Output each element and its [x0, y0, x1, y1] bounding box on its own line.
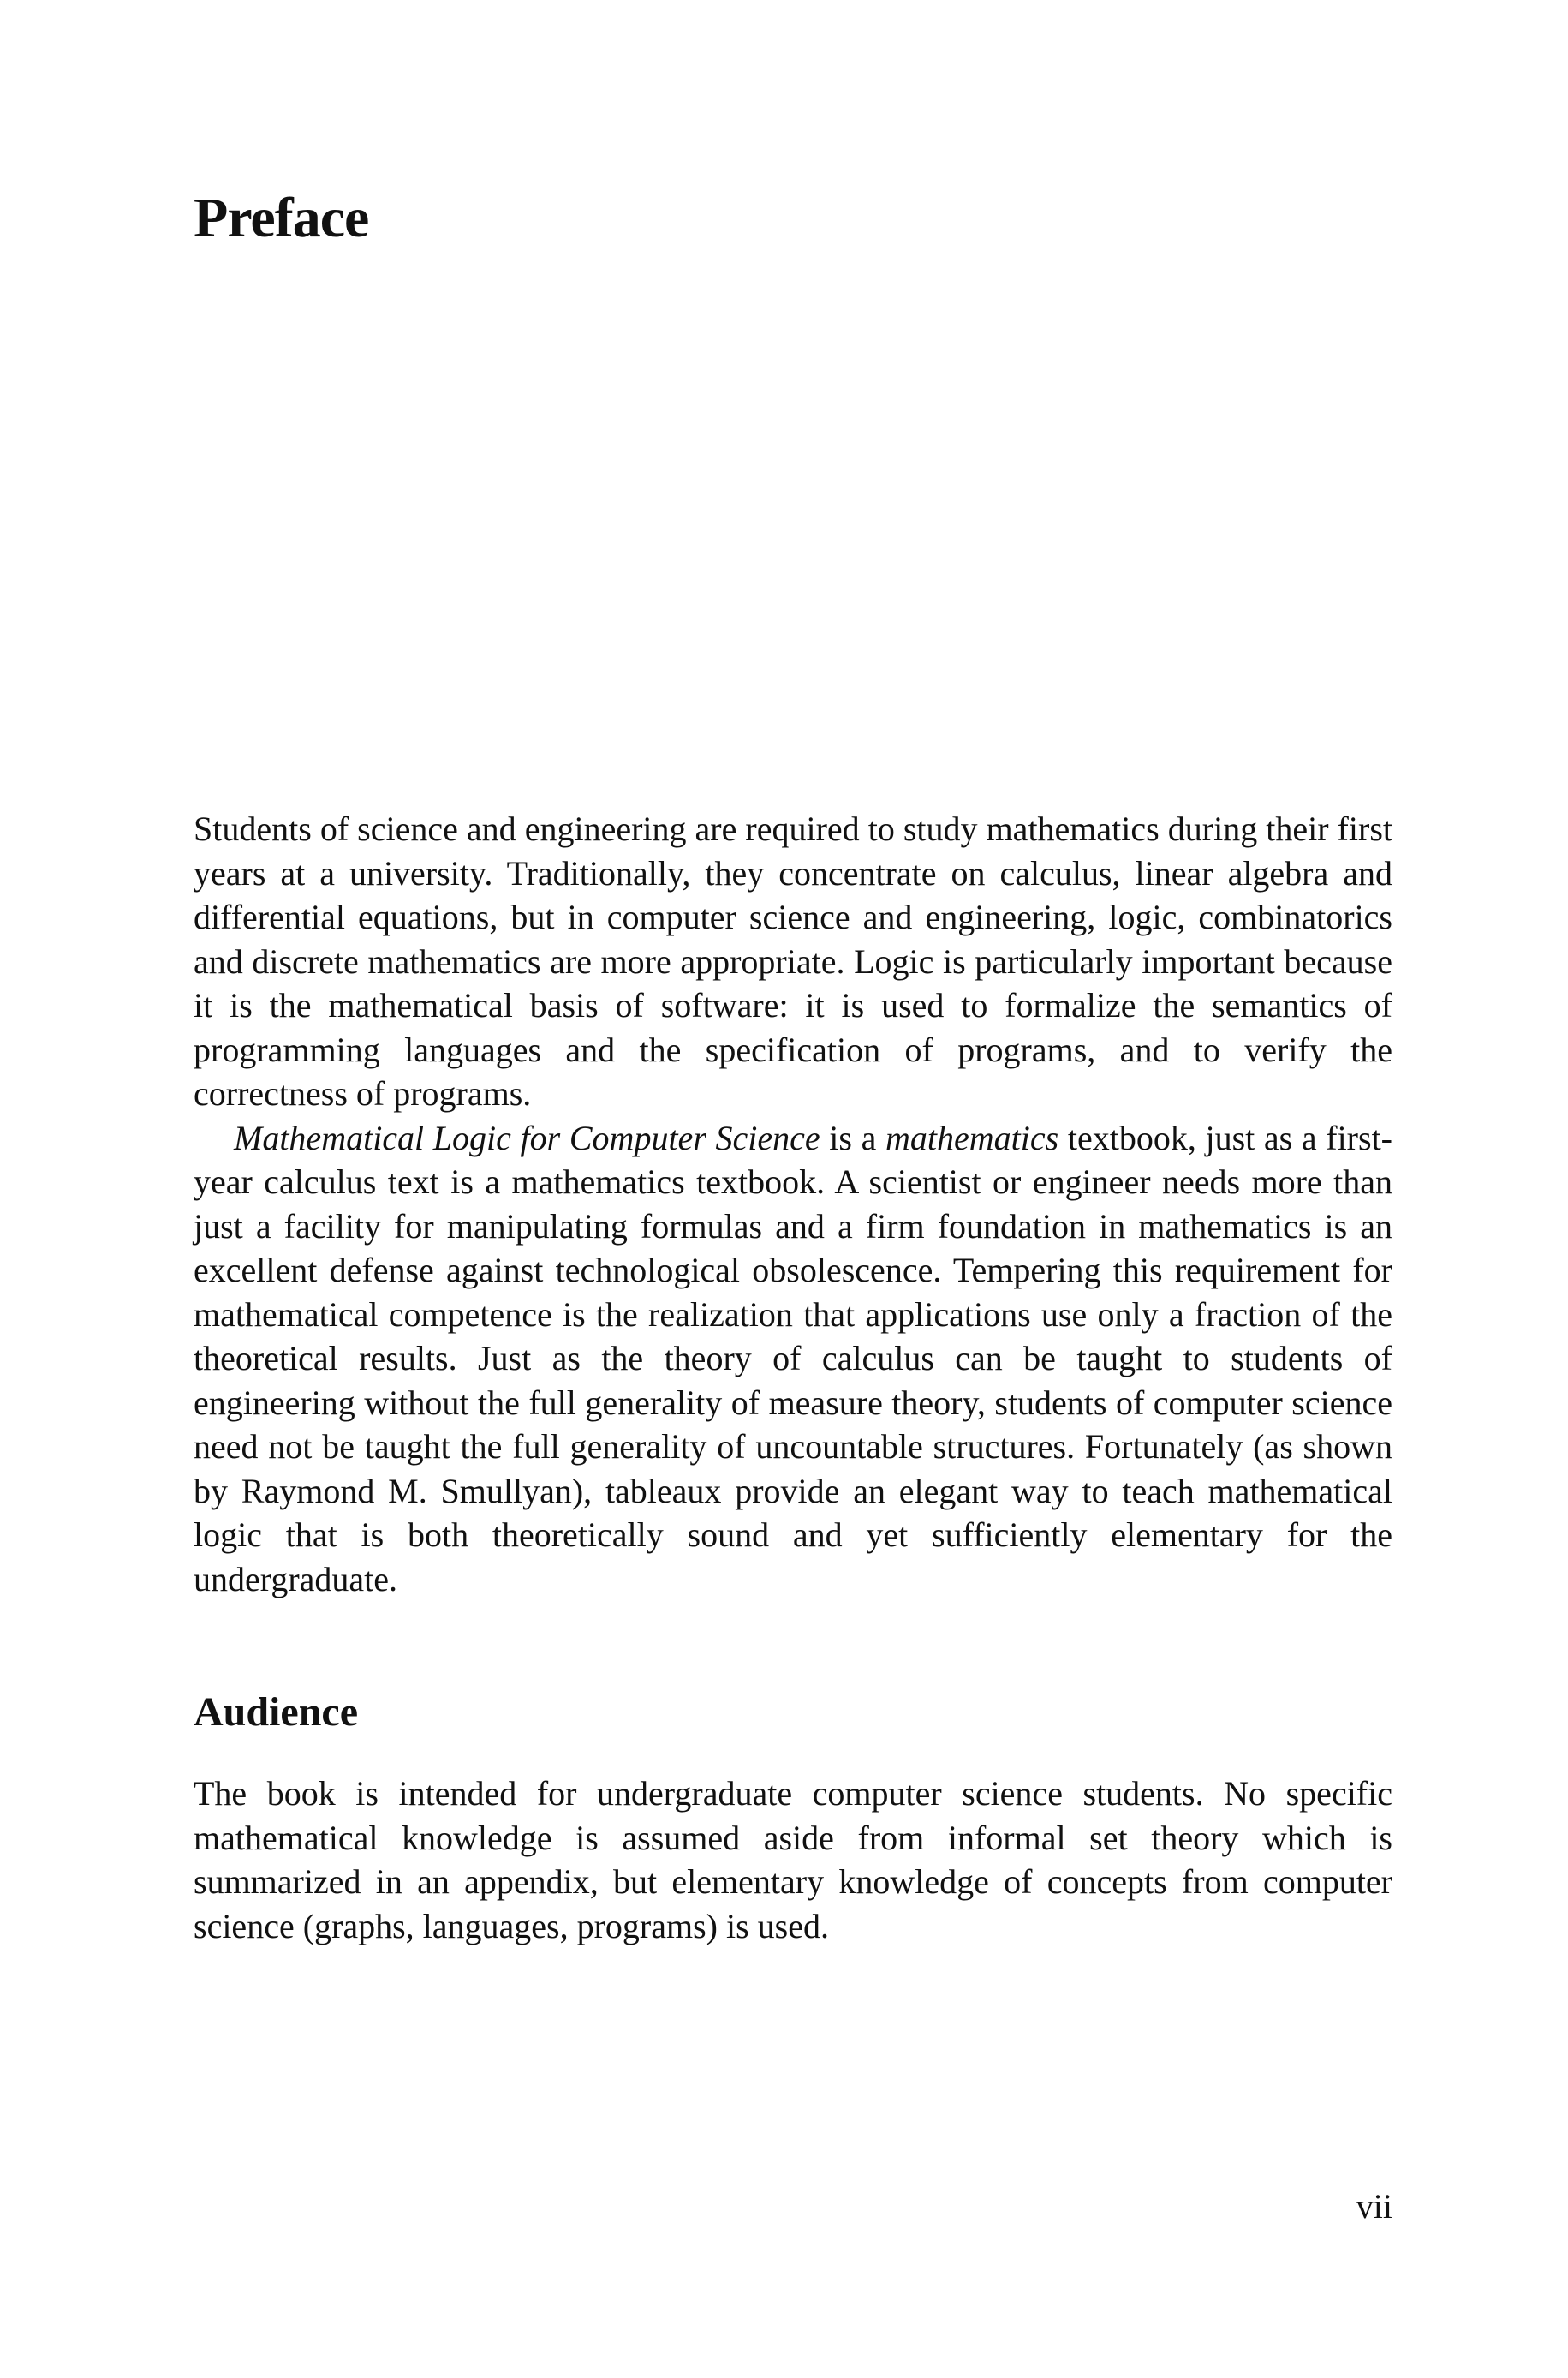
preface-intro: [194, 807, 1392, 1601]
audience-paragraph: The book is intended for undergraduate computer science students. No specific mathematical knowledge is assumed aside from informal set theory which is summarized in an appendix, but elementary knowledge of concepts from computer science (graphs, languages, programs) is used.: [194, 1774, 1392, 1945]
paragraph-2-rest: textbook, just as a first-year calculus text is a mathematics textbook. A scientist or engineer needs more than just a facility for manipulating formulas and a firm foundation in mathematics is an excellent defense against technological obsolescence. Tempering this requirement for mathematical competence is the realization that applications use only a fraction of the theoretical results. Just as the theory of calculus can be taught to students of engineering without the full generality of measure theory, students of computer science need not be taught the full generality of uncountable structures. Fortunately (as shown by Raymond M. Smullyan), tableaux provide an elegant way to teach mathematical logic that is both theoretically sound and yet sufficiently elementary for the undergraduate.: [194, 1118, 1393, 1598]
paragraph-2-connector: is a: [820, 1118, 886, 1157]
book-title: Mathematical Logic for Computer Science: [234, 1118, 820, 1157]
audience-section: [194, 1772, 1392, 1948]
paragraph-1: Students of science and engineering are required to study mathematics during their first years at a university. Traditionally, they concentrate on calculus, linear algebra and differential equations, but in computer science and engineering, logic, combinatorics and discrete mathematics are more appropriate. Logic is particularly important because it is the mathematical basis of software: it is used to formalize the semantics of programming languages and the specification of programs, and to verify the correctness of programs.: [194, 810, 1392, 1113]
paragraph-2: [194, 1116, 1392, 1602]
emphasis-mathematics: mathematics: [885, 1118, 1059, 1157]
chapter-title: Preface: [194, 187, 369, 249]
section-heading-audience: Audience: [194, 1689, 358, 1735]
page-number: vii: [1356, 2187, 1392, 2226]
